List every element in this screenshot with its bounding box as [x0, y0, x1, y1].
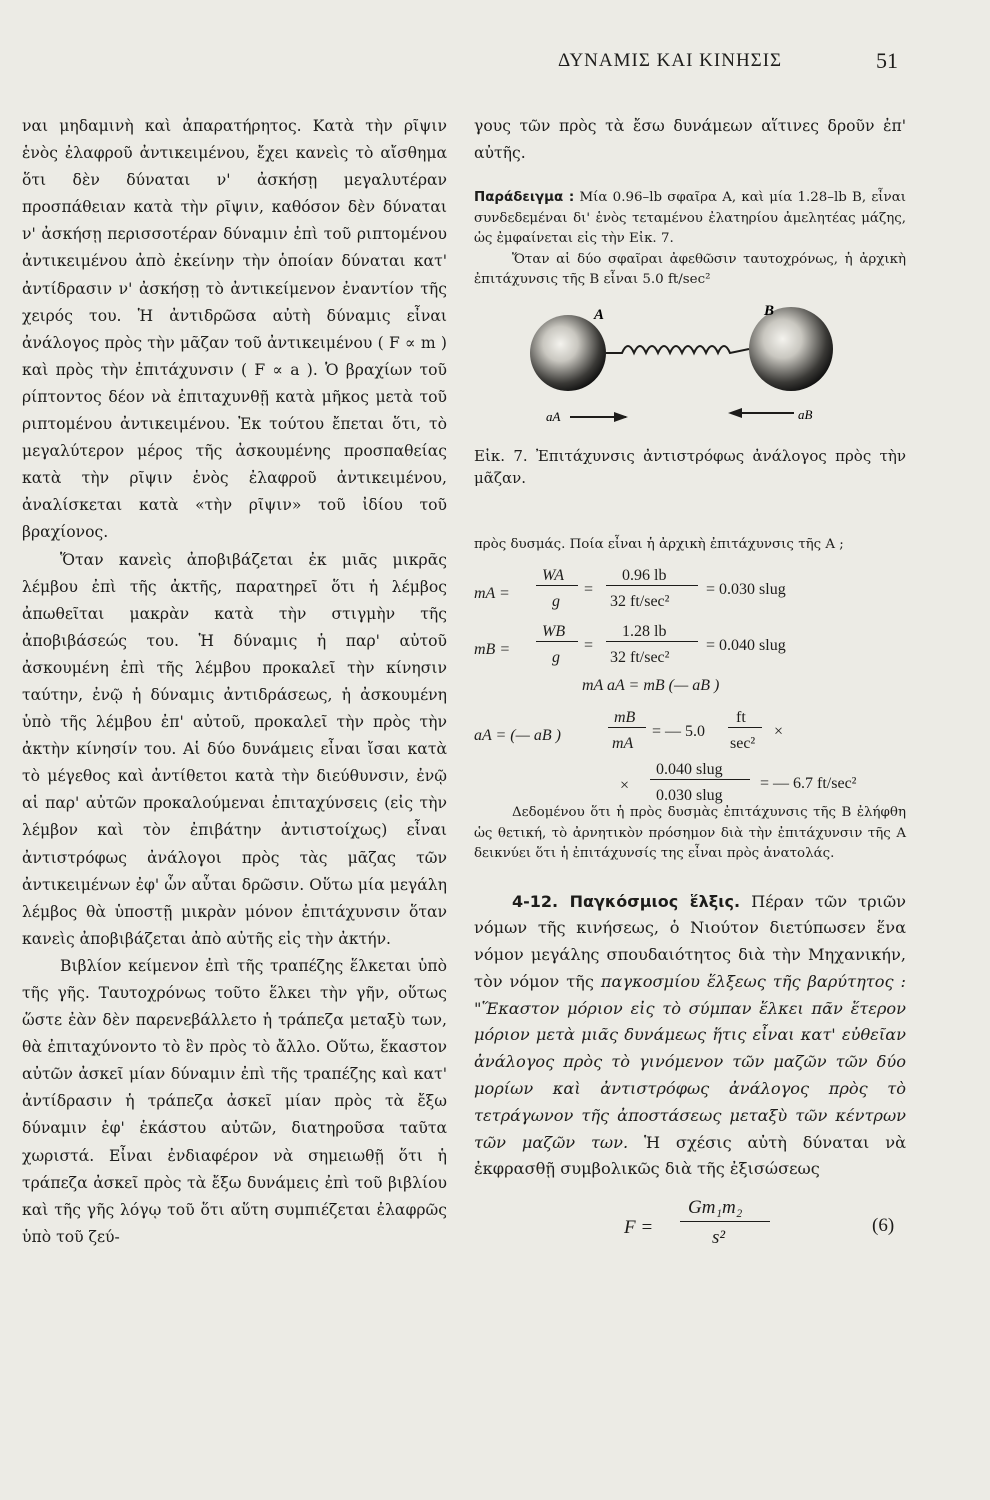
running-header: ΔΥΝΑΜΙΣ ΚΑΙ ΚΙΝΗΣΙΣ [558, 50, 783, 71]
frac-line [608, 727, 646, 728]
eq2-lhs: mB = [474, 641, 511, 658]
math-derivation [474, 559, 906, 804]
eq1-lhs: mA = [474, 585, 510, 602]
eq4-unit-den: sec² [730, 735, 756, 752]
equation-den: s² [712, 1227, 726, 1249]
sphere-a [530, 315, 606, 391]
eq4-frac-num: mB [614, 709, 636, 726]
spacer [474, 489, 906, 535]
eq1-frac2-den: 32 ft/sec² [610, 593, 670, 610]
arrow-label-a: aA [546, 408, 561, 424]
equation-6 [474, 1191, 906, 1251]
sign-note: Δεδομένου ὅτι ἡ πρὸς δυσμὰς ἐπιτάχυνσις τῆς B ἐλήφθη ὡς θετική, τὸ ἀρνητικὸν πρόσημον διὰ τὴν ἐπιτάχυνσιν τῆς A δεικνύει ὅτι ἡ ἐπιτάχυνσίς της εἶναι πρὸς ἀνατολάς. [474, 805, 906, 861]
example-text-2: Ὅταν αἱ δύο σφαῖραι ἀφεθῶσιν ταυτοχρόνως, ἡ ἀρχικὴ ἐπιτάχυνσις τῆς B εἶναι 5.0 ft/sec² [474, 251, 906, 287]
frac-line [606, 585, 698, 586]
eq5-frac-num: 0.040 slug [656, 761, 723, 778]
paragraph-book: Βιβλίον κείμενον ἐπὶ τῆς τραπέζης ἕλκεται ὑπὸ τῆς γῆς. Ταυτοχρόνως τοῦτο ἕλκει τὴν γῆν, οὕτως ὥστε ἐὰν δὲν παρενεβάλλετο ἡ τράπεζα μεταξὺ των, θὰ ἐπιταχύνοντο τὸ ἓν πρὸς τὸ ἄλλο. Οὕτω, ἕκαστον αὐτῶν ἀσκεῖ μίαν δύναμιν ἐπὶ τῆς τραπέζης καὶ κατ' ἀντίδρασιν ἡ τράπεζα ἀσκεῖ μίαν πρὸς τὰ ἔξω δύναμιν ἐφ' ἑκάστου αὐτῶν, διατηροῦσα ταῦτα χωριστά. Εἶναι ἐνδιαφέρον νὰ σημειωθῇ ὅτι ἡ τράπεζα ἀσκεῖ πρὸς τὰ ἔξω δυνάμεις ἐπὶ τοῦ βιβλίου καὶ τῆς γῆς λόγῳ τοῦ ὅτι αὕτη συμπιέζεται ἐλαφρῶς ὑπὸ τοῦ ζεύ- [22, 956, 447, 1246]
page-number: 51 [876, 48, 898, 73]
eq5-times: × [620, 777, 630, 794]
example-text: Μία 0.96–lb σφαῖρα A, καὶ μία 1.28–lb B, εἶναι συνδεδεμέναι δι' ἑνὸς τεταμένου ἐλατηρίου ἀμελητέας μάζης, ὡς ἐμφαίνεται εἰς τὴν Εἰκ. 7. [474, 190, 906, 246]
eq1-result: = 0.030 slug [706, 581, 786, 598]
eq5-frac-den: 0.030 slug [656, 787, 723, 804]
eq2-frac1-den: g [552, 649, 560, 666]
section-4-12 [474, 889, 906, 1184]
label-a: A [594, 306, 605, 323]
example-label: Παράδειγμα : [474, 190, 575, 205]
frac-line [650, 779, 750, 780]
eq4-lhs: aA = (— aB ) [474, 727, 561, 744]
eq2-result: = 0.040 slug [706, 637, 786, 654]
frac-line [606, 641, 698, 642]
paragraph-continuation: γους τῶν πρὸς τὰ ἔσω δυνάμεων αἵτινες δροῦν ἐπ' αὐτῆς. [474, 117, 906, 162]
arrow-label-b: aB [798, 406, 813, 422]
figure-7 [474, 301, 906, 441]
eq1-frac1-num: WA [542, 567, 564, 584]
eq1-eq: = [584, 581, 594, 598]
spheres-spring-diagram [526, 301, 866, 441]
eq2-frac1-num: WB [542, 623, 566, 640]
eq2-eq: = [584, 637, 594, 654]
equation-lhs: F = [624, 1217, 654, 1239]
law-statement: παγκοσμίου ἕλξεως τῆς βαρύτητος : "Ἕκαστον μόριον εἰς τὸ σύμπαν ἕλκει πᾶν ἕτερον μόριον μετὰ μιᾶς δυνάμεως ἥτις εἶναι κατ' εὐθεῖαν ἀνάλογος πρὸς τὸ γινόμενον τῶν μαζῶν τῶν δύο μορίων καὶ ἀντιστρόφως ἀνάλογος πρὸς τὸ τετράγωνον τῆς ἀποστάσεως μεταξὺ τῶν κέντρων τῶν μαζῶν των. [474, 971, 906, 1152]
eq4-mid: = — 5.0 [652, 723, 706, 740]
equation-num: Gm₁m₂ [688, 1197, 743, 1219]
eq5-result: = — 6.7 ft/sec² [760, 775, 857, 792]
eq3: mA aA = mB (— aB ) [582, 677, 720, 694]
sphere-b [749, 307, 833, 391]
eq2-frac2-den: 32 ft/sec² [610, 649, 670, 666]
figure-caption: Εἰκ. 7. Ἐπιτάχυνσις ἀντιστρόφως ἀνάλογος πρὸς τὴν μᾶζαν. [474, 446, 906, 487]
eq4-unit-num: ft [736, 709, 746, 726]
frac-line [536, 585, 578, 586]
section-heading: 4-12. Παγκόσμιος ἕλξις. [512, 891, 741, 911]
arrow-a-head-icon [614, 412, 628, 422]
eq1-frac1-den: g [552, 593, 560, 610]
paragraph-boat: Ὅταν κανεὶς ἀποβιβάζεται ἐκ μιᾶς μικρᾶς λέμβου ἐπὶ τῆς ἀκτῆς, παρατηρεῖ ὅτι ἡ λέμβος ἀπωθεῖται μακρὰν κατὰ τὴν στιγμὴν τῆς ἀποβιβάσεώς του. Ἡ δύναμις ἡ παρ' αὐτοῦ ἀσκουμένη ἐπὶ τῆς λέμβου προκαλεῖ τὴν κίνησιν ταύτην, ἐνῷ ἡ δύναμις ἀντιδράσεως, ἡ ἀσκουμένη ὑπὸ τῆς λέμβου ἐπ' αὐτοῦ, προκαλεῖ τὴν πρὸς τὴν ἀκτὴν κίνησίν του. Αἱ δύο δυνάμεις εἶναι ἴσαι κατὰ τὸ μέγεθος καὶ ἀντίθετοι κατὰ τὴν διεύθυνσιν, ἐνῷ αἱ παρ' αὐτῶν προκαλούμεναι ἐπιταχύνσεις (εἰς τὴν λέμβον καὶ τὸν ἐπιβάτην ἀντιστοίχως) εἶναι ἀντιστρόφως ἀνάλογοι πρὸς τὰς μᾶζας τῶν ἀντικειμένων ἐφ' ὧν αὗται δρῶσιν. Οὕτω μία μεγάλη λέμβος θὰ ὑποστῇ μικρὰν μόνον ἐπιτάχυνσιν ὅταν κανεὶς ἀποβιβάζεται ἀπὸ αὐτῆς εἰς τὴν ἀκτήν. [22, 550, 447, 948]
equation-number: (6) [872, 1215, 895, 1237]
frac-line [680, 1221, 770, 1222]
arrow-b-head-icon [728, 408, 742, 418]
right-column [474, 113, 906, 1251]
eq1-frac2-num: 0.96 lb [622, 567, 667, 584]
frac-line [536, 641, 578, 642]
spring-icon [606, 346, 749, 353]
example-block [474, 188, 906, 250]
frac-line [728, 727, 762, 728]
eq4-times: × [774, 723, 784, 740]
eq2-frac2-num: 1.28 lb [622, 623, 667, 640]
section-text-1: Πέραν τῶν τριῶν νόμων τῆς κινήσεως, ὁ Νιούτον διετύπωσεν ἕνα νόμον μεγάλης σπουδαιότητος διὰ τὴν Μηχανικήν, τὸν νόμον τῆς [474, 891, 907, 991]
question-text: πρὸς δυσμάς. Ποία εἶναι ἡ ἀρχικὴ ἐπιτάχυνσις τῆς A ; [474, 536, 844, 552]
paragraph-throwing: ναι μηδαμινὴ καὶ ἀπαρατήρητος. Κατὰ τὴν ρῖψιν ἑνὸς ἐλαφροῦ ἀντικειμένου, ἔχει κανεὶς τὸ αἴσθημα ὅτι δὲν δύναται ν' ἀσκήσῃ μεγαλυτέραν προσπάθειαν κατὰ τὴν ρῖψιν, καθόσον δὲν δύναται ν' ἀσκήσῃ περισσοτέραν δύναμιν ἐπὶ τοῦ ριπτομένου ἀντικειμένου ἀπὸ ἐκείνην τὴν ὁποίαν δύναται κατ' ἀντίδρασιν ν' ἀσκήσῃ τὸ ἀντικείμενον ἐναντίον τῆς χειρός του. Ἡ ἀντιδρῶσα αὐτὴ δύναμις εἶναι ἀνάλογος πρὸς τὴν μᾶζαν τοῦ ἀντικειμένου ( F ∝ m ) καὶ πρὸς τὴν ἐπιτάχυνσιν ( F ∝ a ). Ὁ βραχίων τοῦ ρίπτοντος δέον νὰ ἐπιταχυνθῇ κατὰ μῆκος μετὰ τοῦ ριπτομένου ἀντικειμένου. Ἐκ τούτου ἔπεται ὅτι, τὸ μεγαλύτερον μέρος τῆς ἀσκουμένης προσπαθείας κατὰ τὴν ρῖψιν ἑνὸς ἐλαφροῦ ἀντικειμένου, ἀναλίσκεται κατὰ «τὴν ρῖψιν» τοῦ ἰδίου τοῦ βραχίονος. [22, 117, 447, 542]
left-column [22, 113, 447, 1251]
eq4-frac-den: mA [612, 735, 634, 752]
section-text-2: Ἡ σχέσις αὐτὴ δύναται νὰ ἐκφρασθῇ συμβολικῶς διὰ τῆς ἐξισώσεως [474, 1132, 906, 1179]
label-b: B [764, 302, 775, 319]
